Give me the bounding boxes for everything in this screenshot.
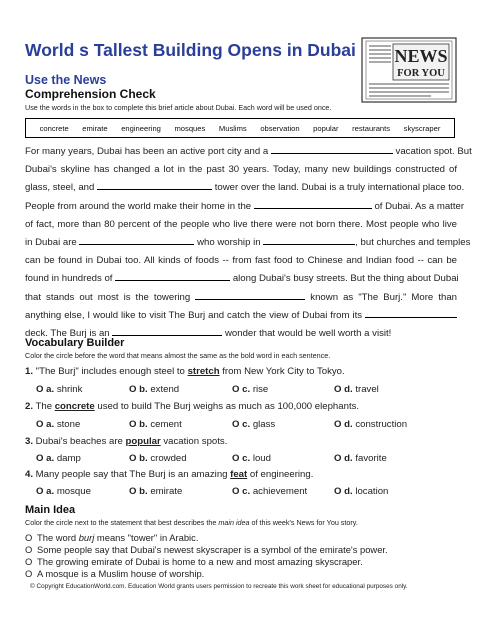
answer-circle[interactable]: O (25, 532, 33, 543)
answer-option[interactable]: O b. cement (129, 419, 182, 430)
worksheet-title: World s Tallest Building Opens in Dubai (25, 40, 356, 60)
answer-option[interactable]: O c. loud (232, 453, 271, 464)
answer-option[interactable]: O c. rise (232, 384, 269, 395)
svg-text:NEWS: NEWS (394, 46, 448, 66)
main-idea-option[interactable]: O The word burj means "tower" in Arabic. (25, 532, 199, 543)
article-line: of fact, more than 80 percent of the people who live there were not born there. Most people who live (25, 218, 457, 230)
article-line: People from around the world make their home in the of Dubai. As a matter (25, 200, 465, 212)
copyright-notice: © Copyright EducationWorld.com. Education World grants users permission to recreate this work sheet for educational purposes only. (30, 583, 408, 590)
answer-circle[interactable]: O (25, 568, 33, 579)
main-idea-option[interactable]: O Some people say that Dubai's newest skyscraper is a symbol of the emirate's power. (25, 544, 388, 555)
answer-option[interactable]: O d. location (334, 486, 389, 497)
answer-blank[interactable] (271, 144, 393, 154)
subsection-heading: Comprehension Check (25, 87, 156, 101)
vocab-question: 3. Dubai's beaches are popular vacation spots. (25, 436, 228, 447)
news-for-you-logo (361, 37, 457, 103)
answer-blank[interactable] (112, 326, 222, 336)
word-box-item: observation (260, 123, 300, 133)
word-box-item: Muslims (218, 123, 247, 133)
section-heading: Use the News (25, 73, 107, 87)
vocabulary-heading: Vocabulary Builder (25, 337, 125, 349)
answer-option[interactable]: O a. stone (36, 419, 81, 430)
article-line: can be found in Dubai too. All kinds of foods -- from fast food to Chinese and Indian food -- can be (25, 255, 457, 267)
answer-option[interactable]: O b. emirate (129, 486, 183, 497)
answer-option[interactable]: O d. travel (334, 384, 379, 395)
svg-text:FOR YOU: FOR YOU (397, 68, 445, 79)
article-text (25, 143, 472, 343)
main-idea-option[interactable]: O The growing emirate of Dubai is home to a new and most amazing skyscraper. (25, 556, 363, 567)
word-box-item: popular (313, 123, 339, 133)
answer-option[interactable]: O d. favorite (334, 453, 387, 464)
article-line: found in hundreds of along Dubai's busy streets. But the thing about Dubai (25, 273, 459, 285)
article-line: glass, steel, and tower over the land. Dubai is a truly international place too. (25, 182, 465, 194)
word-box-item: concrete (39, 123, 69, 133)
answer-blank[interactable] (263, 235, 355, 245)
answer-blank[interactable] (115, 271, 230, 281)
word-box-item: mosques (174, 123, 206, 133)
answer-blank[interactable] (97, 180, 212, 190)
answer-option[interactable]: O a. damp (36, 453, 81, 464)
article-line: For many years, Dubai has been an active port city and a vacation spot. But (25, 146, 472, 157)
word-box-item: restaurants (352, 123, 391, 133)
answer-option[interactable]: O a. mosque (36, 486, 91, 497)
answer-circle[interactable]: O (25, 544, 33, 555)
answer-blank[interactable] (254, 199, 372, 209)
vocab-question: 4. Many people say that The Burj is an amazing feat of engineering. (25, 469, 314, 480)
vocabulary-instructions: Color the circle before the word that means almost the same as the bold word in each sentence. (25, 351, 331, 360)
answer-blank[interactable] (365, 308, 457, 318)
answer-option[interactable]: O c. achievement (232, 486, 308, 497)
answer-blank[interactable] (79, 235, 194, 245)
article-line: Dubai's skyline has changed a lot in the past 30 years. Today, many new buildings constructed of (25, 164, 457, 176)
main-idea-option[interactable]: O A mosque is a Muslim house of worship. (25, 568, 205, 579)
vocab-question: 1. "The Burj" includes enough steel to stretch from New York City to Tokyo. (25, 366, 345, 377)
word-box-item: emirate (82, 123, 108, 133)
article-line: that stands out most is the towering known as "The Burj." More than (25, 291, 457, 303)
word-box-item: engineering (121, 123, 161, 133)
answer-option[interactable]: O b. crowded (129, 453, 187, 464)
vocab-question: 2. The concrete used to build The Burj weighs as much as 100,000 elephants. (25, 401, 360, 412)
answer-option[interactable]: O b. extend (129, 384, 180, 395)
answer-circle[interactable]: O (25, 556, 33, 567)
answer-option[interactable]: O a. shrink (36, 384, 83, 395)
article-line: deck. The Burj is an wonder that would be well worth a visit! (25, 328, 392, 340)
word-box (25, 118, 455, 138)
answer-option[interactable]: O d. construction (334, 419, 408, 430)
answer-option[interactable]: O c. glass (232, 419, 276, 430)
main-idea-instructions: Color the circle next to the statement that best describes the main idea of this week's News for You story. (25, 518, 358, 527)
main-idea-heading: Main Idea (25, 504, 76, 516)
answer-blank[interactable] (195, 290, 305, 300)
article-line: in Dubai are who worship in , but churches and temples (25, 237, 471, 249)
article-line: anything else, I would like to visit The Burj and catch the view of Dubai from its (25, 307, 457, 325)
word-box-item: skyscraper (403, 123, 441, 133)
comprehension-instructions: Use the words in the box to complete this brief article about Dubai. Each word will be used once. (25, 103, 332, 112)
